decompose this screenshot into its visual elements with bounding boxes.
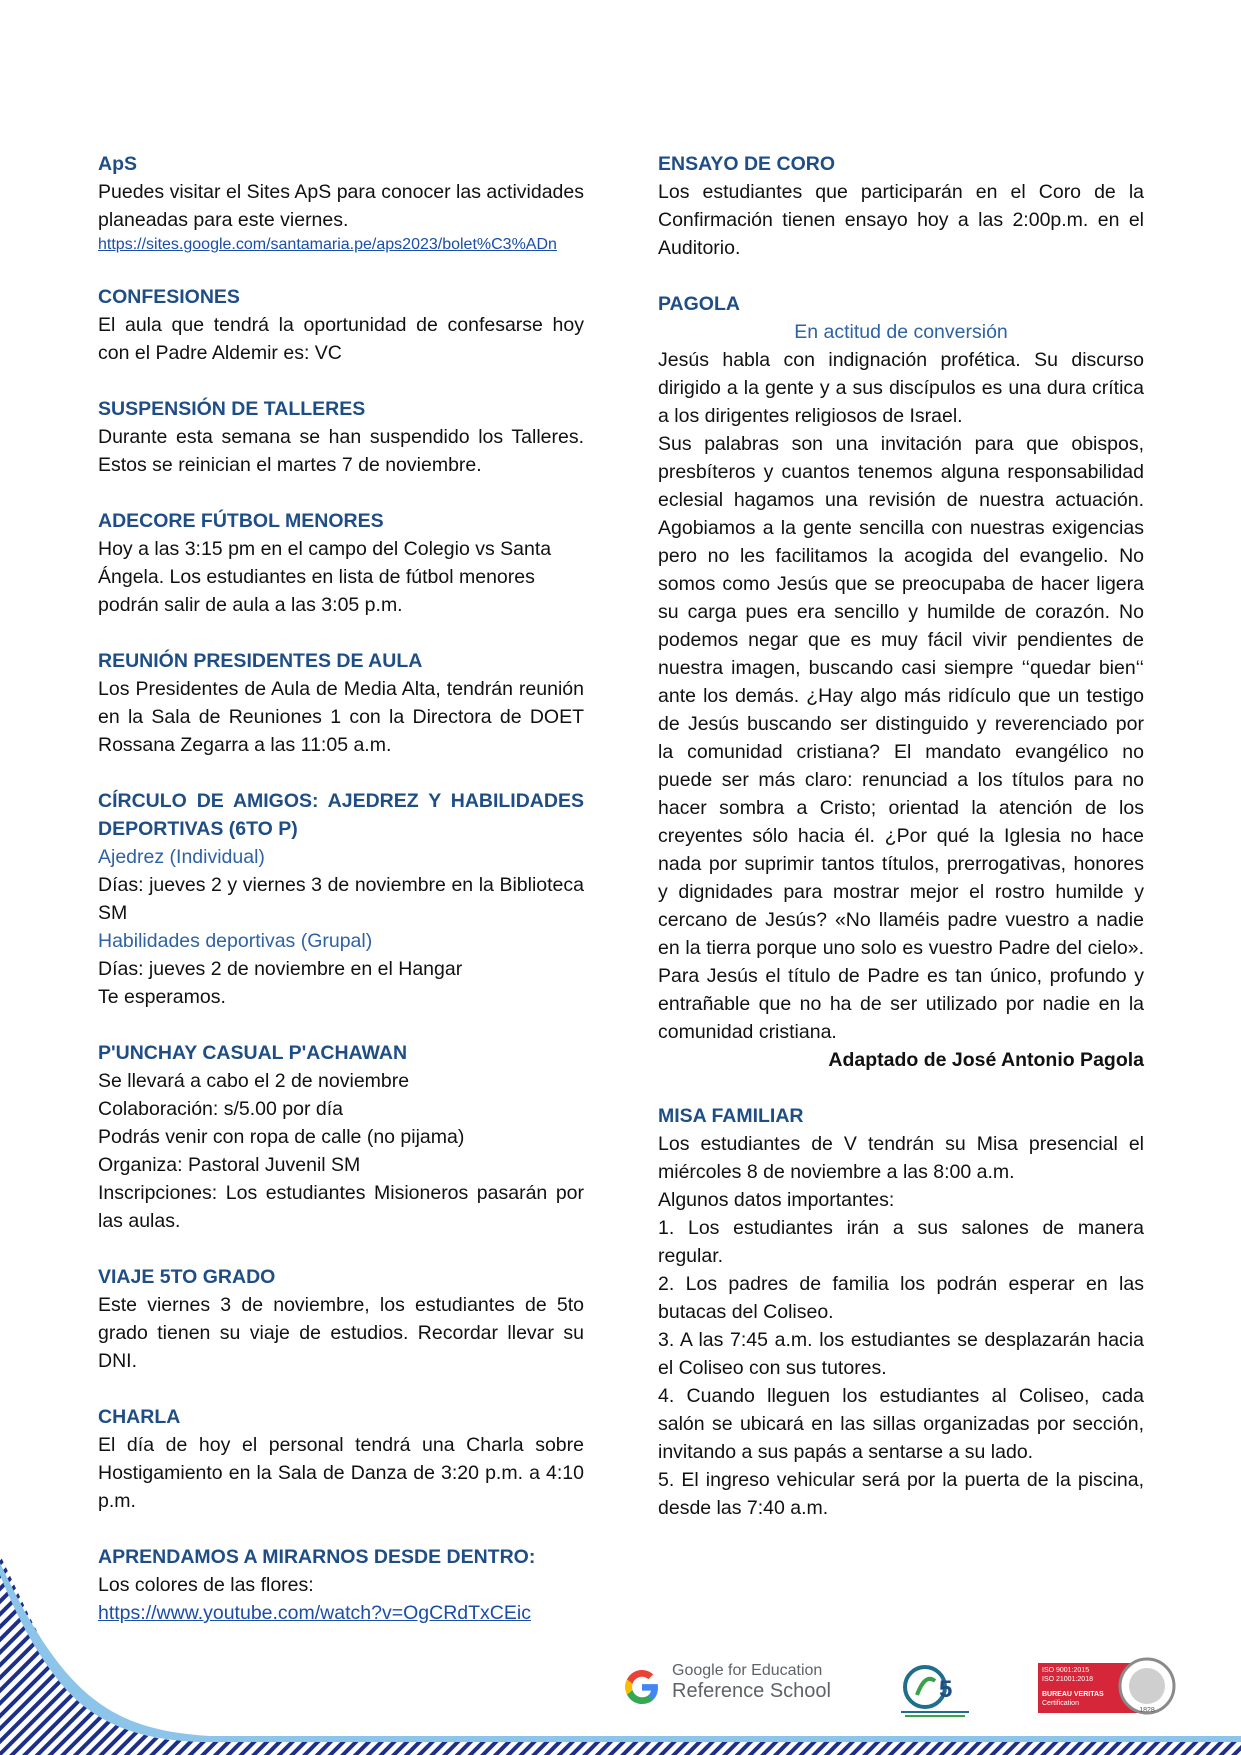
section-suspension [98, 395, 584, 479]
section-title: CÍRCULO DE AMIGOS: AJEDREZ Y HABILIDADES DEPORTIVAS (6TO P) [98, 790, 584, 840]
list-item: Podrás venir con ropa de calle (no pijama) [98, 1126, 465, 1148]
iso-line: BUREAU VERITAS [1042, 1691, 1104, 1698]
pagola-author: Adaptado de José Antonio Pagola [828, 1049, 1144, 1071]
list-item: Organiza: Pastoral Juvenil SM [98, 1154, 361, 1176]
section-title: APRENDAMOS A MIRARNOS DESDE DENTRO: [98, 1546, 536, 1568]
section-aprendamos [98, 1543, 584, 1627]
section-coro [658, 150, 1144, 262]
section-text: Sus palabras son una invitación para que obispos, presbíteros y cuantos tenemos alguna responsabilidad eclesial hagamos una revisión de nuestra actuación. Agobiamos a la gente sencilla con nuestras exigencias pero no les facilitamos la acogida del evangelio. No somos como Jesús que se preocupaba de hacer ligera su carga pues era sencillo y humilde de corazón. No podemos negar que es muy fácil vivir pendientes de nuestra imagen, buscando casi siempre ‘‘quedar bien‘‘ ante los demás. ¿Hay algo más ridículo que un testigo de Jesús buscando ser distinguido y reverenciado por la comunidad cristiana? El mandato evangélico no puede ser más claro: renunciad a los títulos para no hacer sombra a Cristo; orientad la atención de los creyentes sólo hacia él. ¿Por qué la Iglesia no hace nada por suprimir tantos títulos, prerrogativas, honores y dignidades para mostrar mejor el rostro humilde y cercano de Jesús? «No llaméis padre vuestro a nadie en la tierra porque uno solo es vuestro Padre del cielo». Para Jesús el título de Padre es tan único, profundo y entrañable que no ha de ser utilizado por nadie en la comunidad cristiana. [658, 433, 1144, 1043]
section-misa [658, 1102, 1144, 1522]
section-text: El aula que tendrá la oportunidad de confesarse hoy con el Padre Aldemir es: VC [98, 314, 584, 364]
section-confesiones [98, 283, 584, 367]
iso-line: ISO 9001:2015 [1042, 1667, 1090, 1674]
section-text: Los estudiantes de V tendrán su Misa presencial el miércoles 8 de noviembre a las 8:00 a.m. [658, 1133, 1144, 1183]
section-title: P'UNCHAY CASUAL P'ACHAWAN [98, 1042, 408, 1064]
section-title: SUSPENSIÓN DE TALLERES [98, 398, 366, 420]
section-text: Puedes visitar el Sites ApS para conocer las actividades planeadas para este viernes. [98, 181, 584, 231]
section-title: ENSAYO DE CORO [658, 153, 835, 175]
section-text: Este viernes 3 de noviembre, los estudiantes de 5to grado tienen su viaje de estudios. Recordar llevar su DNI. [98, 1294, 584, 1372]
list-item: 5. El ingreso vehicular será por la puerta de la piscina, desde las 7:40 a.m. [658, 1469, 1144, 1519]
list-item: 1. Los estudiantes irán a sus salones de manera regular. [658, 1217, 1144, 1267]
svg-text:5: 5 [939, 1676, 953, 1703]
section-title: PAGOLA [658, 293, 740, 315]
google-g-icon [620, 1665, 664, 1709]
section-text: Los colores de las flores: [98, 1574, 314, 1596]
iso-line: Certification [1042, 1700, 1079, 1707]
section-title: CHARLA [98, 1406, 181, 1428]
google-logo-line2: Reference School [672, 1680, 831, 1702]
section-text: Algunos datos importantes: [658, 1189, 895, 1211]
section-adecore [98, 507, 584, 619]
section-title: MISA FAMILIAR [658, 1105, 804, 1127]
aps-sites-link[interactable]: https://sites.google.com/santamaria.pe/aps2023/bolet%C3%ADn [98, 236, 557, 253]
section-title: ApS [98, 153, 137, 175]
list-item: 2. Los padres de familia los podrán esperar en las butacas del Coliseo. [658, 1273, 1144, 1323]
section-title: REUNIÓN PRESIDENTES DE AULA [98, 650, 423, 672]
section-title: VIAJE 5TO GRADO [98, 1266, 276, 1288]
section-title: CONFESIONES [98, 286, 240, 308]
section-text: El día de hoy el personal tendrá una Charla sobre Hostigamiento en la Sala de Danza de 3:20 p.m. a 4:10 p.m. [98, 1434, 584, 1512]
subheading-ajedrez: Ajedrez (Individual) [98, 846, 265, 868]
section-charla [98, 1403, 584, 1515]
section-text: Los estudiantes que participarán en el Coro de la Confirmación tienen ensayo hoy a las 2:00p.m. en el Auditorio. [658, 181, 1144, 259]
section-aps [98, 150, 584, 255]
section-text: Hoy a las 3:15 pm en el campo del Colegio vs Santa Ángela. Los estudiantes en lista de fútbol menores podrán salir de aula a las 3:05 p.m. [98, 538, 552, 616]
section-text: Jesús habla con indignación profética. Su discurso dirigido a la gente y a sus discípulos es una dura crítica a los dirigentes religiosos de Israel. [658, 349, 1144, 427]
subheading-habilidades: Habilidades deportivas (Grupal) [98, 930, 373, 952]
section-viaje [98, 1263, 584, 1375]
google-education-logo [620, 1655, 850, 1720]
section-title: ADECORE FÚTBOL MENORES [98, 510, 384, 532]
pagola-subtitle: En actitud de conversión [794, 321, 1008, 343]
section-text: Durante esta semana se han suspendido los Talleres. Estos se reinician el martes 7 de noviembre. [98, 426, 584, 476]
section-text: Te esperamos. [98, 986, 226, 1008]
iso-line: ISO 21001:2018 [1042, 1676, 1093, 1683]
seal-year: 1828 [1139, 1707, 1155, 1714]
google-logo-line1: Google for Education [672, 1662, 823, 1679]
bureau-veritas-seal-icon [1118, 1655, 1176, 1717]
section-circulo [98, 787, 584, 1011]
bureau-veritas-logo [1038, 1655, 1193, 1720]
section-text: Los Presidentes de Aula de Media Alta, tendrán reunión en la Sala de Reuniones 1 con la Directora de DOET Rossana Zegarra a las 11:05 a.m. [98, 678, 584, 756]
list-item: Colaboración: s/5.00 por día [98, 1098, 343, 1120]
section-reunion [98, 647, 584, 759]
left-column [98, 150, 584, 1655]
list-item: 4. Cuando lleguen los estudiantes al Coliseo, cada salón se ubicará en las sillas organizadas por sección, invitando a sus papás a sentarse a su lado. [658, 1385, 1144, 1463]
section-text: Días: jueves 2 de noviembre en el Hangar [98, 958, 463, 980]
right-column [658, 150, 1144, 1550]
section-text: Días: jueves 2 y viernes 3 de noviembre en la Biblioteca SM [98, 874, 584, 924]
pacto-educativo-icon [895, 1655, 975, 1720]
section-pagola [658, 290, 1144, 1074]
section-punchay [98, 1039, 584, 1235]
google-logo-text [672, 1661, 831, 1701]
pacto-educativo-logo [895, 1655, 975, 1720]
youtube-link[interactable]: https://www.youtube.com/watch?v=OgCRdTxCEic [98, 1602, 531, 1624]
list-item: 3. A las 7:45 a.m. los estudiantes se desplazarán hacia el Coliseo con sus tutores. [658, 1329, 1144, 1379]
list-item: Se llevará a cabo el 2 de noviembre [98, 1070, 410, 1092]
list-item: Inscripciones: Los estudiantes Misioneros pasarán por las aulas. [98, 1182, 584, 1232]
